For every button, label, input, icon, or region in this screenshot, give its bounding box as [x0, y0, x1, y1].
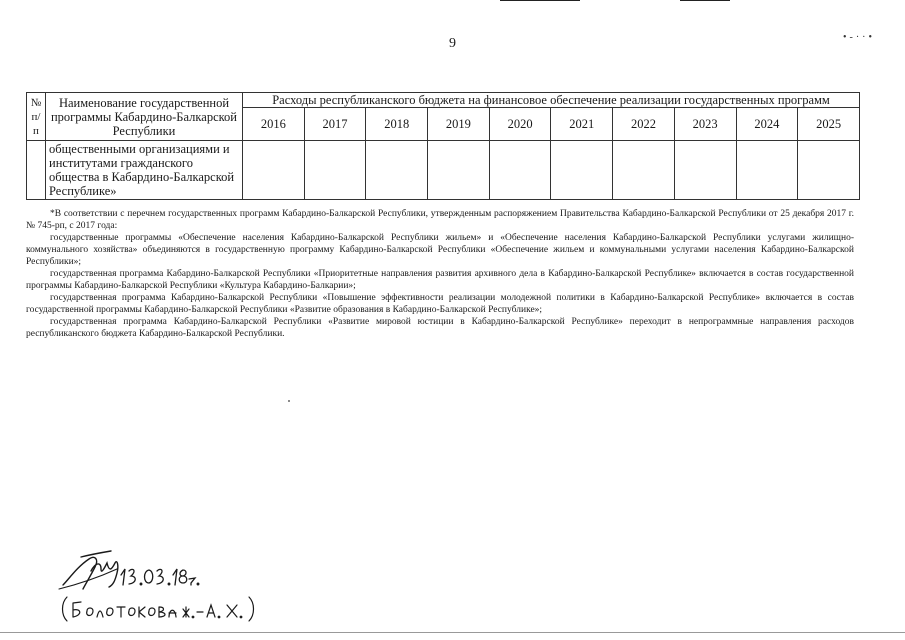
header-num: № п/п [27, 93, 46, 141]
table-row [27, 141, 860, 200]
row-value-cell [798, 141, 860, 200]
row-value-cell [736, 141, 798, 200]
footnote-item: государственная программа Кабардино-Балкарской Республики «Развитие мировой юстиции в Кабардино-Балкарской Республике» переходит в непрограммные направления расходов республиканского бюджета Кабардино-Балкарской Республики. [26, 317, 854, 339]
footnotes [26, 208, 854, 340]
header-year: 2016 [243, 108, 305, 141]
footnote-item: государственная программа Кабардино-Балкарской Республики «Приоритетные направления развития архивного дела в Кабардино-Балкарской Республике» включается в состав государственной программы Кабардино-Балкарской Республики «Культура Кабардино-Балкарии»; [26, 269, 854, 291]
row-value-cell [243, 141, 305, 200]
row-value-cell [551, 141, 613, 200]
scan-mark-top [500, 0, 580, 1]
header-expenses: Расходы республиканского бюджета на финансовое обеспечение реализации государственных программ [243, 93, 860, 108]
scan-mark-top-right [680, 0, 730, 1]
header-program-name: Наименование государственной программы Кабардино-Балкарской Республики [46, 93, 243, 141]
header-year: 2024 [736, 108, 798, 141]
handwritten-signature [55, 545, 295, 625]
scan-artifact-dot [288, 400, 290, 402]
scan-edge-line [0, 632, 905, 633]
row-value-cell [304, 141, 366, 200]
footnote-intro: *В соответствии с перечнем государственных программ Кабардино-Балкарской Республики, утвержденным распоряжением Правительства Кабардино-Балкарской Республики от 25 декабря 2017 г. № 745-рп, с 2017 года: [26, 209, 854, 231]
row-value-cell [428, 141, 490, 200]
row-value-cell [366, 141, 428, 200]
row-num-cell [27, 141, 46, 200]
header-year: 2020 [489, 108, 551, 141]
scan-artifact-dots: •‐··• [843, 32, 875, 43]
table-header-row-1 [27, 93, 860, 108]
header-year: 2025 [798, 108, 860, 141]
footnote-item: государственная программа Кабардино-Балкарской Республики «Повышение эффективности реализации молодежной политики в Кабардино-Балкарской Республике» включается в состав государственной программы Кабардино-Балкарской Республики «Развитие образования в Кабардино-Балкарской Республике»; [26, 293, 854, 315]
header-year: 2018 [366, 108, 428, 141]
budget-table [26, 92, 860, 200]
header-year: 2019 [428, 108, 490, 141]
row-value-cell [613, 141, 675, 200]
row-value-cell [489, 141, 551, 200]
header-year: 2021 [551, 108, 613, 141]
header-year: 2022 [613, 108, 675, 141]
header-year: 2023 [674, 108, 736, 141]
header-year: 2017 [304, 108, 366, 141]
page-number: 9 [449, 36, 456, 51]
row-program-name: общественными организациями и институтами гражданского общества в Кабардино-Балкарской Республике» [46, 141, 243, 200]
footnote-item: государственные программы «Обеспечение населения Кабардино-Балкарской Республики жильем» и «Обеспечение населения Кабардино-Балкарской Республики услугами жилищно-коммунального хозяйства» объединяются в государственную программу Кабардино-Балкарской Республики «Обеспечение жильем и коммунальными услугами населения Кабардино-Балкарской Республики»; [26, 233, 854, 267]
row-value-cell [674, 141, 736, 200]
